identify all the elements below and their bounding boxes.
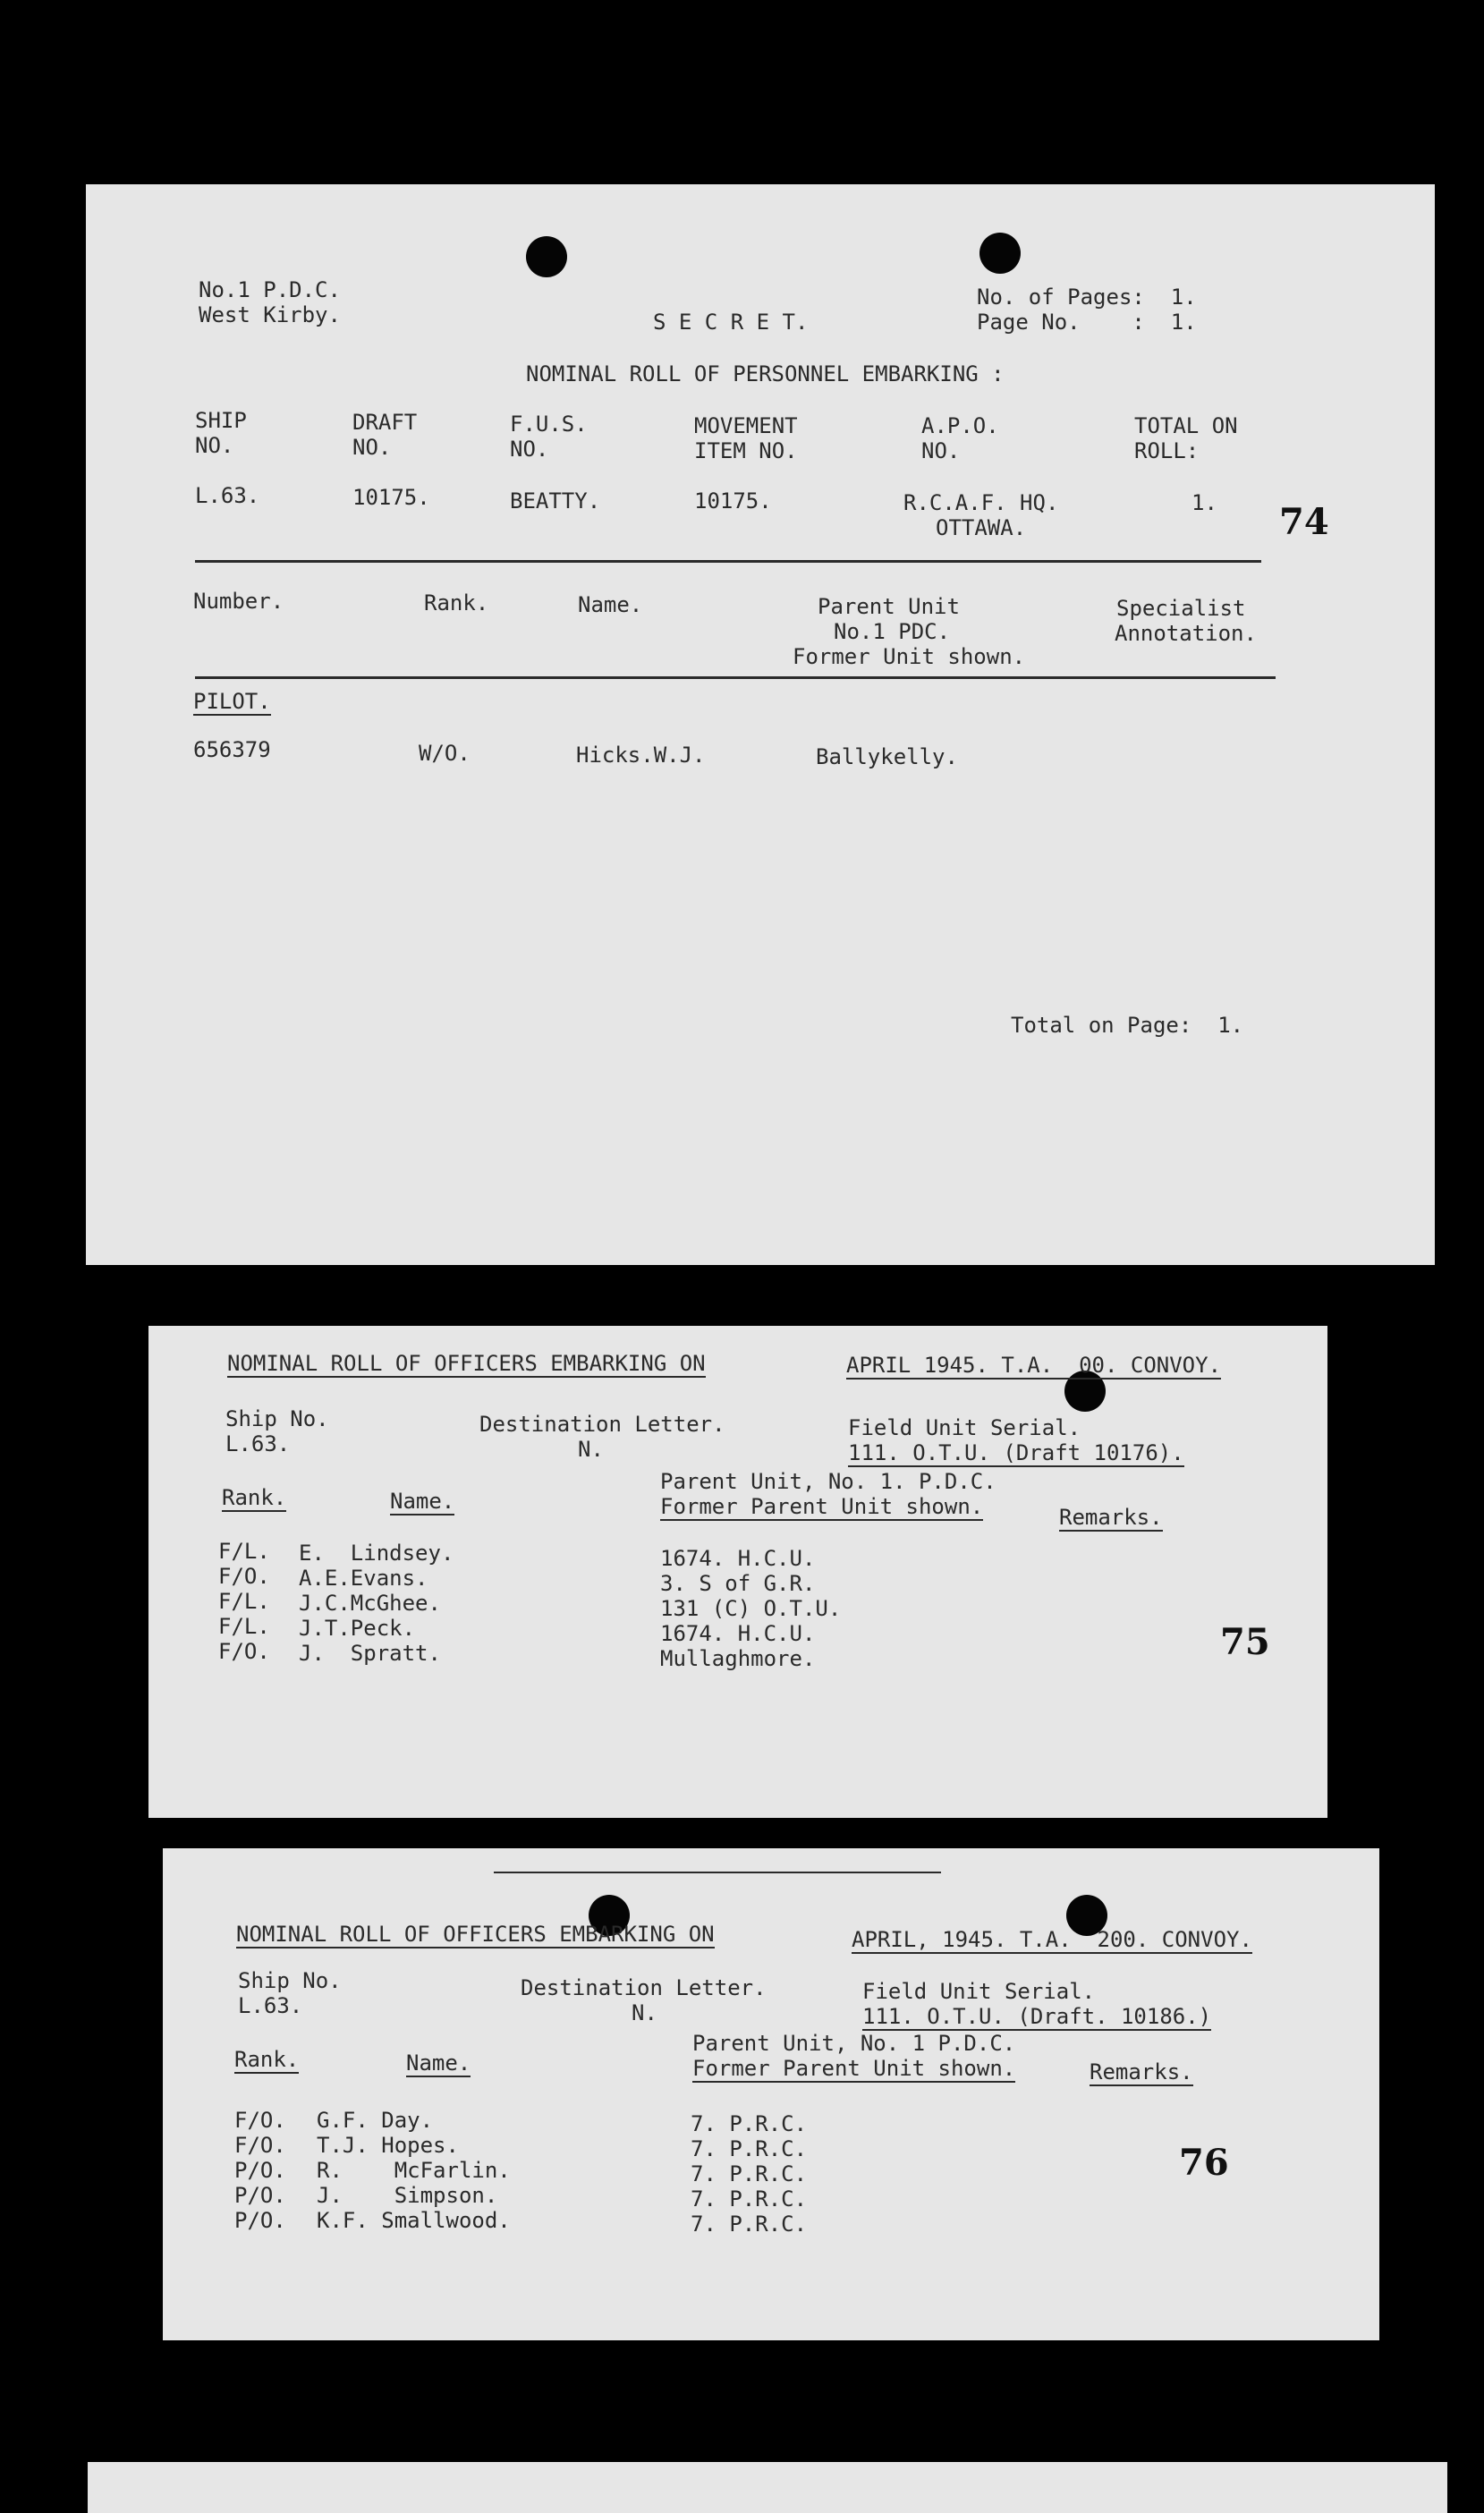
former-parent-label: Former Parent Unit shown. xyxy=(660,1494,984,1519)
ship-label: Ship No. xyxy=(238,1968,342,1993)
value-ship: L.63. xyxy=(195,483,260,508)
roll-date: APRIL, 1945. T.A. 200. CONVOY. xyxy=(852,1927,1252,1952)
total-on-page: Total on Page: 1. xyxy=(1011,1013,1244,1038)
origin-line-2: West Kirby. xyxy=(199,302,341,327)
remarks-label: Remarks. xyxy=(1059,1505,1163,1530)
ship-value: L.63. xyxy=(225,1431,291,1456)
col-name: Name. xyxy=(578,592,643,617)
row-unit: 131 (C) O.T.U. xyxy=(660,1596,842,1621)
col-rank: Rank. xyxy=(424,590,489,616)
col-parent-unit-3: Former Unit shown. xyxy=(793,644,1026,669)
pages-count: No. of Pages: 1. xyxy=(977,284,1197,310)
folio-stamp: 75 xyxy=(1220,1621,1270,1663)
field-unit-label: Field Unit Serial. xyxy=(848,1415,1081,1440)
header-draft: DRAFT xyxy=(352,410,418,435)
row-name: K.F. Smallwood. xyxy=(317,2208,511,2233)
ship-value: L.63. xyxy=(238,1993,303,2018)
header-apo: A.P.O. xyxy=(921,413,999,438)
destination-value: N. xyxy=(578,1437,604,1462)
classification: S E C R E T. xyxy=(653,310,809,335)
row-name: J.C.McGhee. xyxy=(299,1591,441,1616)
origin-line-1: No.1 P.D.C. xyxy=(199,277,341,302)
field-unit-value: 111. O.T.U. (Draft. 10186.) xyxy=(862,2004,1212,2029)
destination-value: N. xyxy=(632,2000,657,2025)
row-rank: F/L. xyxy=(218,1614,270,1639)
parent-unit-label: Parent Unit, No. 1. P.D.C. xyxy=(660,1469,996,1494)
roll-sheet-2 xyxy=(148,1326,1327,1818)
row-unit: 1674. H.C.U. xyxy=(660,1546,816,1571)
roll-title: NOMINAL ROLL OF OFFICERS EMBARKING ON xyxy=(227,1351,706,1376)
section-heading: PILOT. xyxy=(193,689,271,714)
header-ship: SHIP xyxy=(195,408,247,433)
ship-label: Ship No. xyxy=(225,1406,329,1431)
header-fus: F.U.S. xyxy=(510,412,588,437)
folio-stamp: 76 xyxy=(1179,2142,1229,2184)
row-name: R. McFarlin. xyxy=(317,2158,511,2183)
roll-title: NOMINAL ROLL OF OFFICERS EMBARKING ON xyxy=(236,1922,715,1947)
value-total: 1. xyxy=(1191,490,1217,515)
former-parent-label: Former Parent Unit shown. xyxy=(692,2056,1016,2081)
row-number: 656379 xyxy=(193,737,271,762)
row-name: T.J. Hopes. xyxy=(317,2133,459,2158)
row-rank: F/O. xyxy=(234,2133,286,2158)
row-rank: F/O. xyxy=(234,2108,286,2133)
col-number: Number. xyxy=(193,589,284,614)
col-parent-unit: Parent Unit xyxy=(818,594,960,619)
divider xyxy=(195,560,1261,563)
parent-unit-label: Parent Unit, No. 1 P.D.C. xyxy=(692,2031,1016,2056)
row-name: J.T.Peck. xyxy=(299,1616,416,1641)
header-apo-no: NO. xyxy=(921,438,961,463)
row-unit: 1674. H.C.U. xyxy=(660,1621,816,1646)
row-name: J. Spratt. xyxy=(299,1641,441,1666)
rank-label: Rank. xyxy=(234,2047,300,2072)
value-fus: BEATTY. xyxy=(510,488,601,514)
row-unit: 7. P.R.C. xyxy=(691,2186,808,2212)
destination-label: Destination Letter. xyxy=(521,1975,767,2000)
row-rank: W/O. xyxy=(419,741,471,766)
row-unit: 7. P.R.C. xyxy=(691,2136,808,2161)
value-draft: 10175. xyxy=(352,485,430,510)
row-unit: 7. P.R.C. xyxy=(691,2111,808,2136)
row-rank: P/O. xyxy=(234,2158,286,2183)
row-name: J. Simpson. xyxy=(317,2183,498,2208)
row-rank: F/L. xyxy=(218,1589,270,1614)
row-name: Hicks.W.J. xyxy=(576,743,706,768)
folio-stamp: 74 xyxy=(1279,501,1329,543)
roll-sheet-3 xyxy=(163,1848,1379,2340)
col-parent-unit-2: No.1 PDC. xyxy=(834,619,951,644)
col-annotation: Annotation. xyxy=(1115,621,1257,646)
header-movement: MOVEMENT xyxy=(694,413,798,438)
roll-sheet-1 xyxy=(86,184,1435,1265)
punch-hole xyxy=(526,236,567,277)
divider xyxy=(494,1872,941,1873)
field-unit-value: 111. O.T.U. (Draft 10176). xyxy=(848,1440,1184,1465)
col-specialist: Specialist xyxy=(1116,596,1246,621)
row-name: G.F. Day. xyxy=(317,2108,434,2133)
row-rank: P/O. xyxy=(234,2183,286,2208)
value-apo: R.C.A.F. HQ. xyxy=(903,490,1059,515)
header-draft-no: NO. xyxy=(352,435,392,460)
row-unit: Ballykelly. xyxy=(816,744,958,769)
header-fus-no: NO. xyxy=(510,437,549,462)
row-rank: P/O. xyxy=(234,2208,286,2233)
header-total-roll: ROLL: xyxy=(1134,438,1200,463)
punch-hole xyxy=(979,233,1021,274)
row-unit: 7. P.R.C. xyxy=(691,2161,808,2186)
value-movement: 10175. xyxy=(694,488,772,514)
partial-sheet xyxy=(88,2462,1447,2513)
row-rank: F/O. xyxy=(218,1564,270,1589)
rank-label: Rank. xyxy=(222,1485,287,1510)
name-label: Name. xyxy=(406,2050,471,2076)
row-rank: F/L. xyxy=(218,1539,270,1564)
roll-heading: NOMINAL ROLL OF PERSONNEL EMBARKING : xyxy=(526,361,1005,386)
row-unit: 7. P.R.C. xyxy=(691,2212,808,2237)
header-movement-item: ITEM NO. xyxy=(694,438,798,463)
page-number: Page No. : 1. xyxy=(977,310,1197,335)
destination-label: Destination Letter. xyxy=(479,1412,725,1437)
row-rank: F/O. xyxy=(218,1639,270,1664)
remarks-label: Remarks. xyxy=(1090,2059,1193,2084)
row-unit: Mullaghmore. xyxy=(660,1646,816,1671)
roll-date: APRIL 1945. T.A. 00. CONVOY. xyxy=(846,1353,1222,1378)
value-apo-2: OTTAWA. xyxy=(936,515,1027,540)
row-name: A.E.Evans. xyxy=(299,1566,428,1591)
row-unit: 3. S of G.R. xyxy=(660,1571,816,1596)
header-total: TOTAL ON xyxy=(1134,413,1238,438)
name-label: Name. xyxy=(390,1489,455,1514)
row-name: E. Lindsey. xyxy=(299,1541,454,1566)
field-unit-label: Field Unit Serial. xyxy=(862,1979,1096,2004)
header-ship-no: NO. xyxy=(195,433,234,458)
divider xyxy=(195,676,1276,679)
